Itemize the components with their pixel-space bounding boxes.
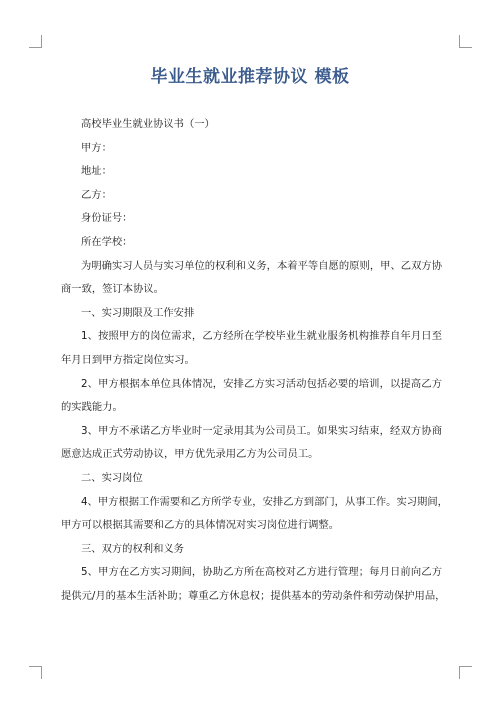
crop-mark-bottom-left <box>29 666 42 679</box>
section-heading: 二、实习岗位 <box>81 471 143 484</box>
paragraph-line: 为明确实习人员与实习单位的权利和义务，本着平等自愿的原则，甲、乙双方协 <box>81 259 442 272</box>
paragraph-line: 的实践能力。 <box>61 401 123 414</box>
paragraph-line: 提供元/月的基本生活补助；尊重乙方休息权；提供基本的劳动条件和劳动保护用品， <box>61 589 446 602</box>
address-label: 地址： <box>81 165 112 178</box>
paragraph-line: 5、甲方在乙方实习期间，协助乙方所在高校对乙方进行管理；每月日前向乙方 <box>81 566 442 579</box>
crop-mark-top-right <box>459 35 472 48</box>
party-a-label: 甲方： <box>81 141 112 154</box>
document-body <box>61 113 448 608</box>
school-label: 所在学校： <box>81 235 133 248</box>
document-title: 毕业生就业推荐协议 模板 <box>150 67 350 87</box>
crop-mark-bottom-right <box>459 666 472 679</box>
paragraph-line: 4、甲方根据工作需要和乙方所学专业，安排乙方到部门，从事工作。实习期间， <box>81 495 448 508</box>
party-b-label: 乙方： <box>81 188 112 201</box>
section-heading: 一、实习期限及工作安排 <box>81 306 195 319</box>
paragraph-line: 2、甲方根据本单位具体情况，安排乙方实习活动包括必要的培训，以提高乙方 <box>81 377 442 390</box>
id-number-label: 身份证号： <box>81 212 133 225</box>
paragraph-line: 3、甲方不承诺乙方毕业时一定录用其为公司员工。如果实习结束，经双方协商 <box>81 424 442 437</box>
paragraph-line: 商一致，签订本协议。 <box>61 283 164 296</box>
paragraph-line: 愿意达成正式劳动协议，甲方优先录用乙方为公司员工。 <box>61 448 319 461</box>
paragraph-line: 年月日到甲方指定岗位实习。 <box>61 353 195 366</box>
agreement-heading: 高校毕业生就业协议书（一） <box>81 118 215 130</box>
paragraph-line: 甲方可以根据其需要和乙方的具体情况对实习岗位进行调整。 <box>61 519 340 532</box>
crop-mark-top-left <box>29 35 42 48</box>
section-heading: 三、双方的权利和义务 <box>81 542 184 555</box>
paragraph-line: 1、按照甲方的岗位需求，乙方经所在学校毕业生就业服务机构推荐自年月日至 <box>81 330 442 343</box>
